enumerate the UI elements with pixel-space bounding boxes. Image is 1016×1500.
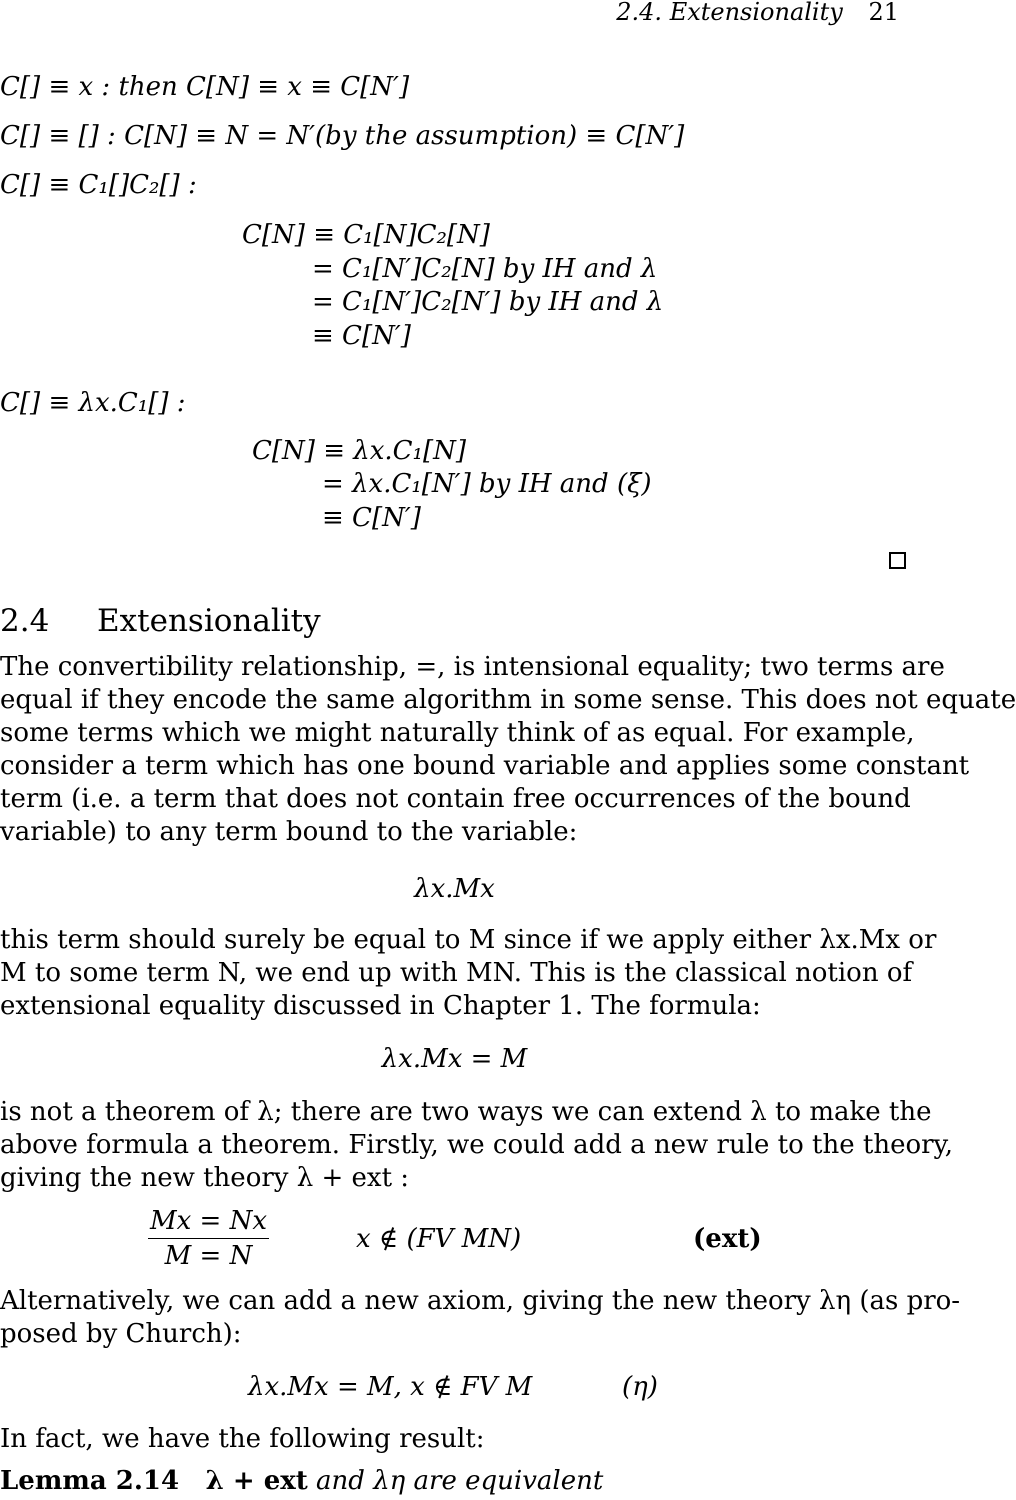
lemma-theory: λ + ext bbox=[205, 1466, 308, 1496]
page-number: 21 bbox=[868, 0, 899, 26]
paragraph-line: is not a theorem of λ; there are two ways we can extend λ to make the bbox=[0, 1097, 932, 1127]
paragraph-line: Alternatively, we can add a new axiom, giving the new theory λη (as pro- bbox=[0, 1286, 961, 1316]
paragraph-line: this term should surely be equal to M since if we apply either λx.Mx or bbox=[0, 925, 937, 955]
qed-box bbox=[889, 552, 906, 569]
paragraph bbox=[0, 1285, 961, 1351]
display-equation: λx.Mx bbox=[414, 874, 495, 904]
axiom-name: (η) bbox=[622, 1372, 658, 1402]
derivation-line: = C₁[N′]C₂[N′] by IH and λ bbox=[312, 287, 664, 317]
lemma-label: Lemma 2.14 bbox=[0, 1466, 180, 1496]
paragraph bbox=[0, 651, 1016, 849]
derivation-line: C[N] ≡ λx.C₁[N] bbox=[252, 436, 467, 466]
derivation-line: ≡ C[N′] bbox=[312, 321, 411, 351]
lemma-claim: and λη are equivalent bbox=[316, 1466, 604, 1496]
paragraph bbox=[0, 924, 937, 1023]
running-header bbox=[616, 0, 899, 26]
rule-name: (ext) bbox=[693, 1224, 762, 1254]
paragraph-line: The convertibility relationship, =, is intensional equality; two terms are bbox=[0, 652, 945, 682]
derivation-line: ≡ C[N′] bbox=[322, 503, 421, 533]
section-number: 2.4 bbox=[0, 603, 50, 639]
paragraph-line: posed by Church): bbox=[0, 1319, 242, 1349]
rule-premise: Mx = Nx bbox=[148, 1206, 269, 1239]
case-abstraction-head: C[] ≡ λx.C₁[] : bbox=[0, 388, 186, 418]
paragraph-line: above formula a theorem. Firstly, we could add a new rule to the theory, bbox=[0, 1130, 954, 1160]
derivation-line: = λx.C₁[N′] by IH and (ξ) bbox=[322, 469, 652, 499]
paragraph-line: equal if they encode the same algorithm in some sense. This does not equate bbox=[0, 685, 1016, 715]
paragraph-line: M to some term N, we end up with MN. This is the classical notion of bbox=[0, 958, 913, 988]
lemma-statement bbox=[0, 1466, 603, 1496]
section-heading bbox=[0, 603, 321, 639]
paragraph-line: term (i.e. a term that does not contain free occurrences of the bound bbox=[0, 784, 911, 814]
paragraph-line: some terms which we might naturally think of as equal. For example, bbox=[0, 718, 915, 748]
rule-conclusion: M = N bbox=[164, 1241, 253, 1271]
case-variable: C[] ≡ x : then C[N] ≡ x ≡ C[N′] bbox=[0, 72, 410, 102]
paragraph bbox=[0, 1096, 954, 1195]
derivation-line: C[N] ≡ C₁[N]C₂[N] bbox=[242, 220, 490, 250]
case-application-head: C[] ≡ C₁[]C₂[] : bbox=[0, 170, 197, 200]
derivation-line: = C₁[N′]C₂[N] by IH and λ bbox=[312, 254, 658, 284]
section-title: Extensionality bbox=[97, 603, 321, 639]
rule-fraction bbox=[148, 1206, 269, 1271]
inference-rule bbox=[148, 1206, 269, 1271]
paragraph-line: consider a term which has one bound variable and applies some constant bbox=[0, 751, 970, 781]
axiom-formula: λx.Mx = M, x ∉ FV M bbox=[248, 1372, 533, 1402]
header-section-title: 2.4. Extensionality bbox=[616, 0, 843, 26]
paragraph-line: variable) to any term bound to the variable: bbox=[0, 817, 578, 847]
paragraph-line: giving the new theory λ + ext : bbox=[0, 1163, 410, 1193]
paragraph: In fact, we have the following result: bbox=[0, 1424, 485, 1454]
display-equation: λx.Mx = M bbox=[381, 1044, 528, 1074]
rule-side-condition: x ∉ (FV MN) bbox=[356, 1224, 522, 1254]
case-hole: C[] ≡ [] : C[N] ≡ N = N′(by the assumption) ≡ C[N′] bbox=[0, 121, 685, 151]
paragraph-line: extensional equality discussed in Chapter 1. The formula: bbox=[0, 991, 761, 1021]
